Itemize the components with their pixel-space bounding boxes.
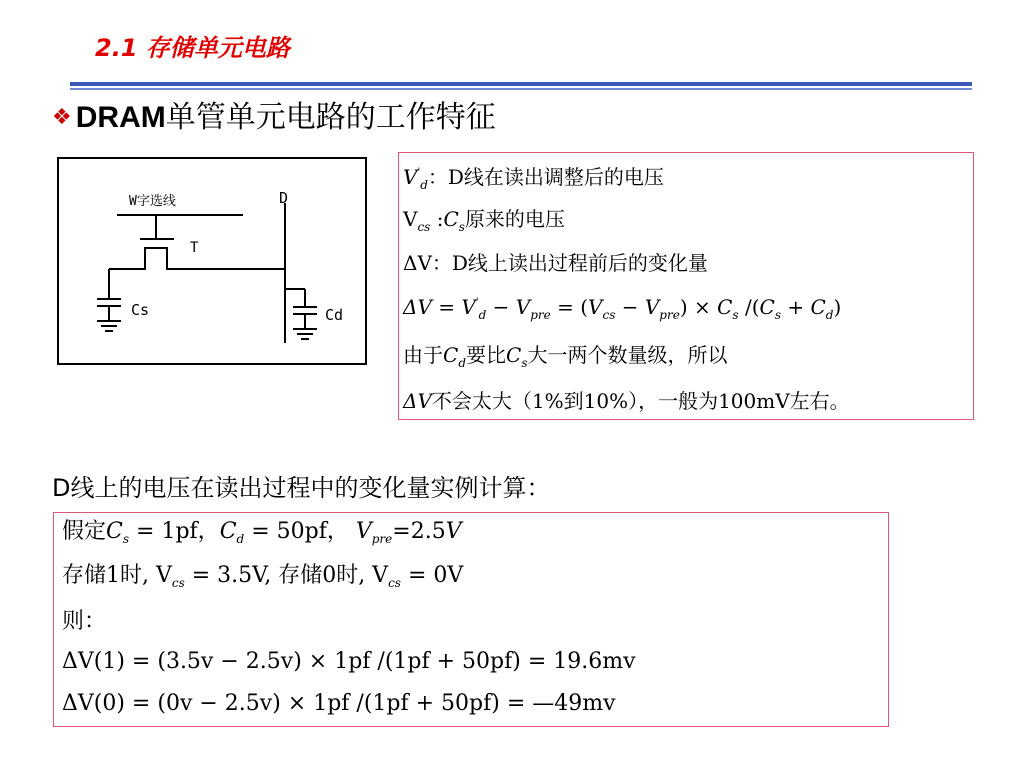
calc-assumption: 假定$C_s = 1pf$，$C_d = 50pf$， $V_{pre}=2.5V$ — [62, 519, 462, 546]
slide-title: 2.1 存储单元电路 — [95, 34, 290, 62]
delta-v-formula: $\Delta V = V'_d - V_{pre} = (V_{cs} - V_{pre}) \times C_s$ $/(C_s + C_d)$ — [403, 295, 842, 322]
diamond-bullet-icon: ❖ — [52, 105, 72, 130]
info-line-2: $V_{cs}$ $:C_s$原来的电压 — [403, 207, 565, 234]
transistor-label: T — [190, 240, 199, 256]
dram-cell-circuit — [59, 159, 365, 363]
heading-text: 单管单元电路的工作特征 — [165, 100, 496, 135]
word-line-label: W字选线 — [129, 194, 176, 209]
info-line-1: $V'_d$：D线在读出调整后的电压 — [403, 165, 664, 192]
cs-label: Cs — [131, 301, 150, 319]
calc-result-1: ΔV(1) = (3.5v − 2.5v) × 1pf /(1pf + 50pf) = 19.6mv — [62, 649, 636, 674]
example-heading: D线上的电压在读出过程中的变化量实例计算： — [52, 474, 551, 502]
transistor-channel — [135, 248, 285, 269]
calc-storage-values: 存储1时, $V_{cs} = 3.5V$, 存储0时, $V_{cs} = 0V$ — [62, 563, 464, 590]
calc-result-0: ΔV(0) = (0v − 2.5v) × 1pf /(1pf + 50pf) = —49mv — [62, 691, 616, 716]
heading-dram: DRAM — [75, 101, 166, 134]
info-line-6: ΔV不会太大（1%到10%），一般为100mV左右。 — [403, 389, 850, 413]
title-rule-thick — [70, 82, 972, 86]
cd-label: Cd — [325, 306, 344, 324]
calc-then: 则： — [62, 609, 107, 634]
title-rule-thin — [70, 88, 972, 90]
formula-info-box — [398, 152, 974, 420]
bit-line-label: D — [279, 189, 289, 207]
info-line-5: 由于$C_d$要比$C_s$大一两个数量级，所以 — [403, 343, 728, 370]
circuit-diagram-frame — [57, 157, 367, 365]
info-line-3: ΔV：D线上读出过程前后的变化量 — [403, 251, 708, 275]
section-heading — [52, 92, 496, 136]
calculation-box — [53, 512, 889, 727]
